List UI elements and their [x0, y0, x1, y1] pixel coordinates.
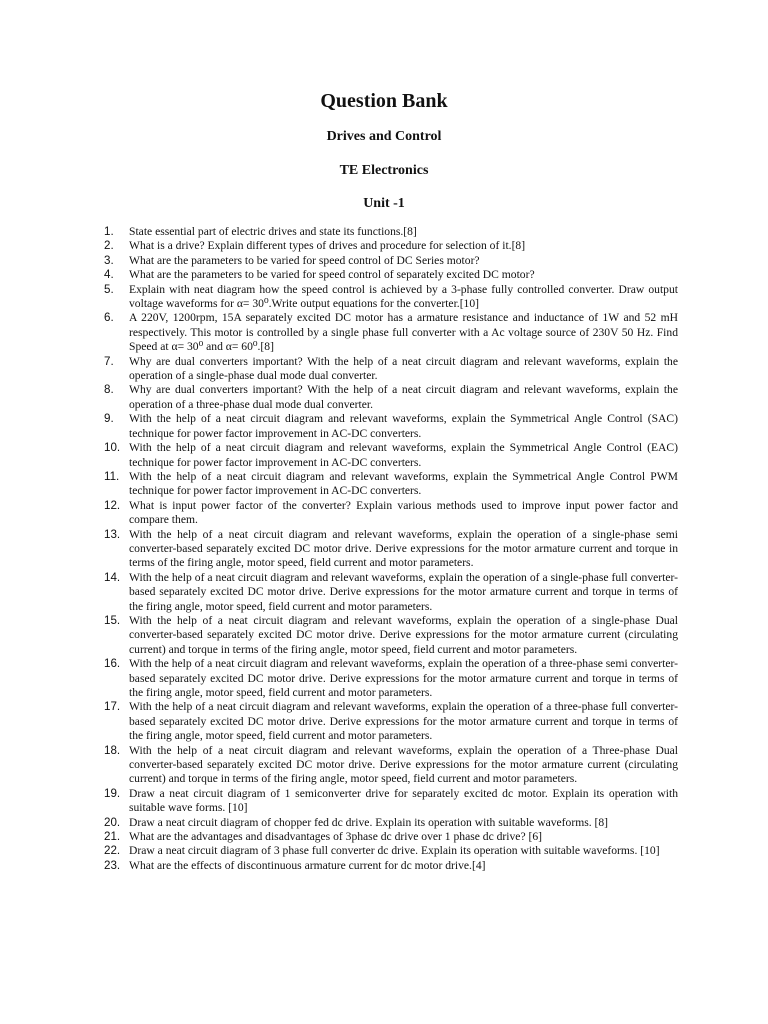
question-item: [104, 412, 678, 441]
question-item: [104, 844, 678, 858]
question-number: 1.: [104, 225, 114, 238]
question-text: With the help of a neat circuit diagram and relevant waveforms, explain the operation of a single-phase semi converter-based separately excited DC motor drive. Derive expressions for the motor armature current and torque in terms of the firing angle, motor speed, field current and motor parameters.: [129, 527, 678, 570]
question-text: Draw a neat circuit diagram of chopper fed dc drive. Explain its operation with suitable waveforms. [8]: [129, 815, 609, 829]
question-text: What are the parameters to be varied for speed control of separately excited DC motor?: [129, 268, 535, 282]
question-text: What are the parameters to be varied for speed control of DC Series motor?: [129, 253, 480, 267]
question-number: 8.: [104, 383, 114, 397]
question-item: [104, 614, 678, 657]
question-number: 16.: [104, 657, 121, 671]
question-item: [104, 744, 678, 787]
question-item: [104, 830, 678, 844]
question-item: [104, 283, 678, 312]
question-item: [104, 528, 678, 571]
question-item: [104, 859, 678, 873]
question-item: [104, 499, 678, 528]
question-number: 22.: [104, 844, 121, 858]
question-text: With the help of a neat circuit diagram and relevant waveforms, explain the operation of a single-phase full converter-based separately excited DC motor drive. Derive expressions for the motor armature current and torque in terms of the firing angle, motor speed, field current and motor parameters.: [129, 570, 678, 613]
question-text: A 220V, 1200rpm, 15A separately excited DC motor has a armature resistance and inductance of 1W and 52 mH respectively. This motor is controlled by a single phase full converter with a Ac voltage source of 230V 50 Hz. Find Speed at α= 30⁰ and α= 60⁰.[8]: [129, 311, 678, 354]
question-number: 18.: [104, 743, 121, 757]
question-number: 20.: [104, 815, 121, 829]
question-item: [104, 268, 678, 282]
question-text: Why are dual converters important? With the help of a neat circuit diagram and relevant waveforms, explain the operation of a three-phase dual mode dual converter.: [129, 383, 678, 411]
question-text: What is a drive? Explain different types of drives and procedure for selection of it.[8]: [129, 239, 526, 253]
question-text: With the help of a neat circuit diagram and relevant waveforms, explain the operation of a three-phase full converter-based separately excited DC motor drive. Derive expressions for the motor armature current and torque in terms of the firing angle, motor speed, field current and motor parameters.: [129, 700, 678, 743]
question-item: [104, 787, 678, 816]
question-text: Why are dual converters important? With the help of a neat circuit diagram and relevant waveforms, explain the operation of a single-phase dual mode dual converter.: [129, 354, 678, 383]
class-heading: TE Electronics: [339, 163, 429, 178]
question-number: 7.: [104, 354, 114, 368]
question-number: 3.: [104, 253, 114, 267]
question-number: 6.: [104, 311, 114, 325]
question-text: Draw a neat circuit diagram of 1 semiconverter drive for separately excited dc motor. Explain its operation with suitable wave forms. [10]: [129, 786, 678, 815]
question-item: [104, 225, 678, 239]
question-item: [104, 571, 678, 614]
question-text: With the help of a neat circuit diagram and relevant waveforms, explain the operation of a single-phase Dual converter-based separately excited DC motor drive. Derive expressions for the motor armature current (circulating current) and torque in terms of the firing angle, motor speed, field current and motor parameters.: [129, 613, 678, 656]
question-number: 10.: [104, 441, 121, 455]
question-text: What are the advantages and disadvantages of 3phase dc drive over 1 phase dc drive? [6]: [129, 830, 543, 844]
question-number: 14.: [104, 570, 121, 584]
question-item: [104, 311, 678, 354]
question-item: [104, 816, 678, 830]
question-text: Explain with neat diagram how the speed control is achieved by a 3-phase fully controlled converter. Draw output voltage waveforms for α= 30⁰.Write output equations for the converter.[10]: [129, 282, 678, 311]
question-number: 21.: [104, 830, 121, 844]
question-number: 17.: [104, 700, 121, 714]
question-item: [104, 383, 678, 412]
question-number: 2.: [104, 239, 114, 253]
page-title: Question Bank: [320, 90, 448, 112]
question-number: 4.: [104, 268, 114, 282]
question-number: 15.: [104, 613, 121, 627]
question-text: With the help of a neat circuit diagram and relevant waveforms, explain the Symmetrical Angle Control (EAC) technique for power factor improvement in AC-DC converters.: [129, 441, 678, 469]
question-text: What are the effects of discontinuous armature current for dc motor drive.[4]: [129, 858, 486, 872]
question-item: [104, 441, 678, 470]
question-text: With the help of a neat circuit diagram and relevant waveforms, explain the operation of a three-phase semi converter-based separately excited DC motor drive. Derive expressions for the motor armature current and torque in terms of the firing angle, motor speed, field current and motor parameters.: [129, 657, 678, 699]
question-number: 9.: [104, 412, 114, 426]
question-text: Draw a neat circuit diagram of 3 phase full converter dc drive. Explain its operation with suitable waveforms. [10]: [129, 844, 660, 858]
question-item: [104, 657, 678, 700]
question-item: [104, 355, 678, 384]
question-item: [104, 470, 678, 499]
question-item: [104, 239, 678, 253]
question-item: [104, 700, 678, 743]
question-number: 19.: [104, 786, 121, 800]
question-number: 11.: [104, 469, 120, 483]
question-text: State essential part of electric drives and state its functions.[8]: [129, 225, 417, 238]
question-text: With the help of a neat circuit diagram and relevant waveforms, explain the Symmetrical Angle Control PWM technique for power factor improvement in AC-DC converters.: [129, 469, 678, 498]
question-text: With the help of a neat circuit diagram and relevant waveforms, explain the Symmetrical Angle Control (SAC) technique for power factor improvement in AC-DC converters.: [129, 412, 678, 440]
question-text: With the help of a neat circuit diagram and relevant waveforms, explain the operation of a Three-phase Dual converter-based separately excited DC motor drive. Derive expressions for the motor armature current (circulating current) and torque in terms of the firing angle, motor speed, field current and motor parameters.: [129, 743, 678, 786]
question-number: 5.: [104, 282, 114, 296]
question-number: 23.: [104, 858, 121, 872]
question-list: [104, 225, 678, 873]
subject-heading: Drives and Control: [326, 129, 442, 144]
question-text: What is input power factor of the converter? Explain various methods used to improve input power factor and compare them.: [129, 498, 678, 527]
question-number: 12.: [104, 498, 121, 512]
unit-heading: Unit -1: [363, 196, 405, 211]
question-item: [104, 254, 678, 268]
question-number: 13.: [104, 527, 121, 541]
